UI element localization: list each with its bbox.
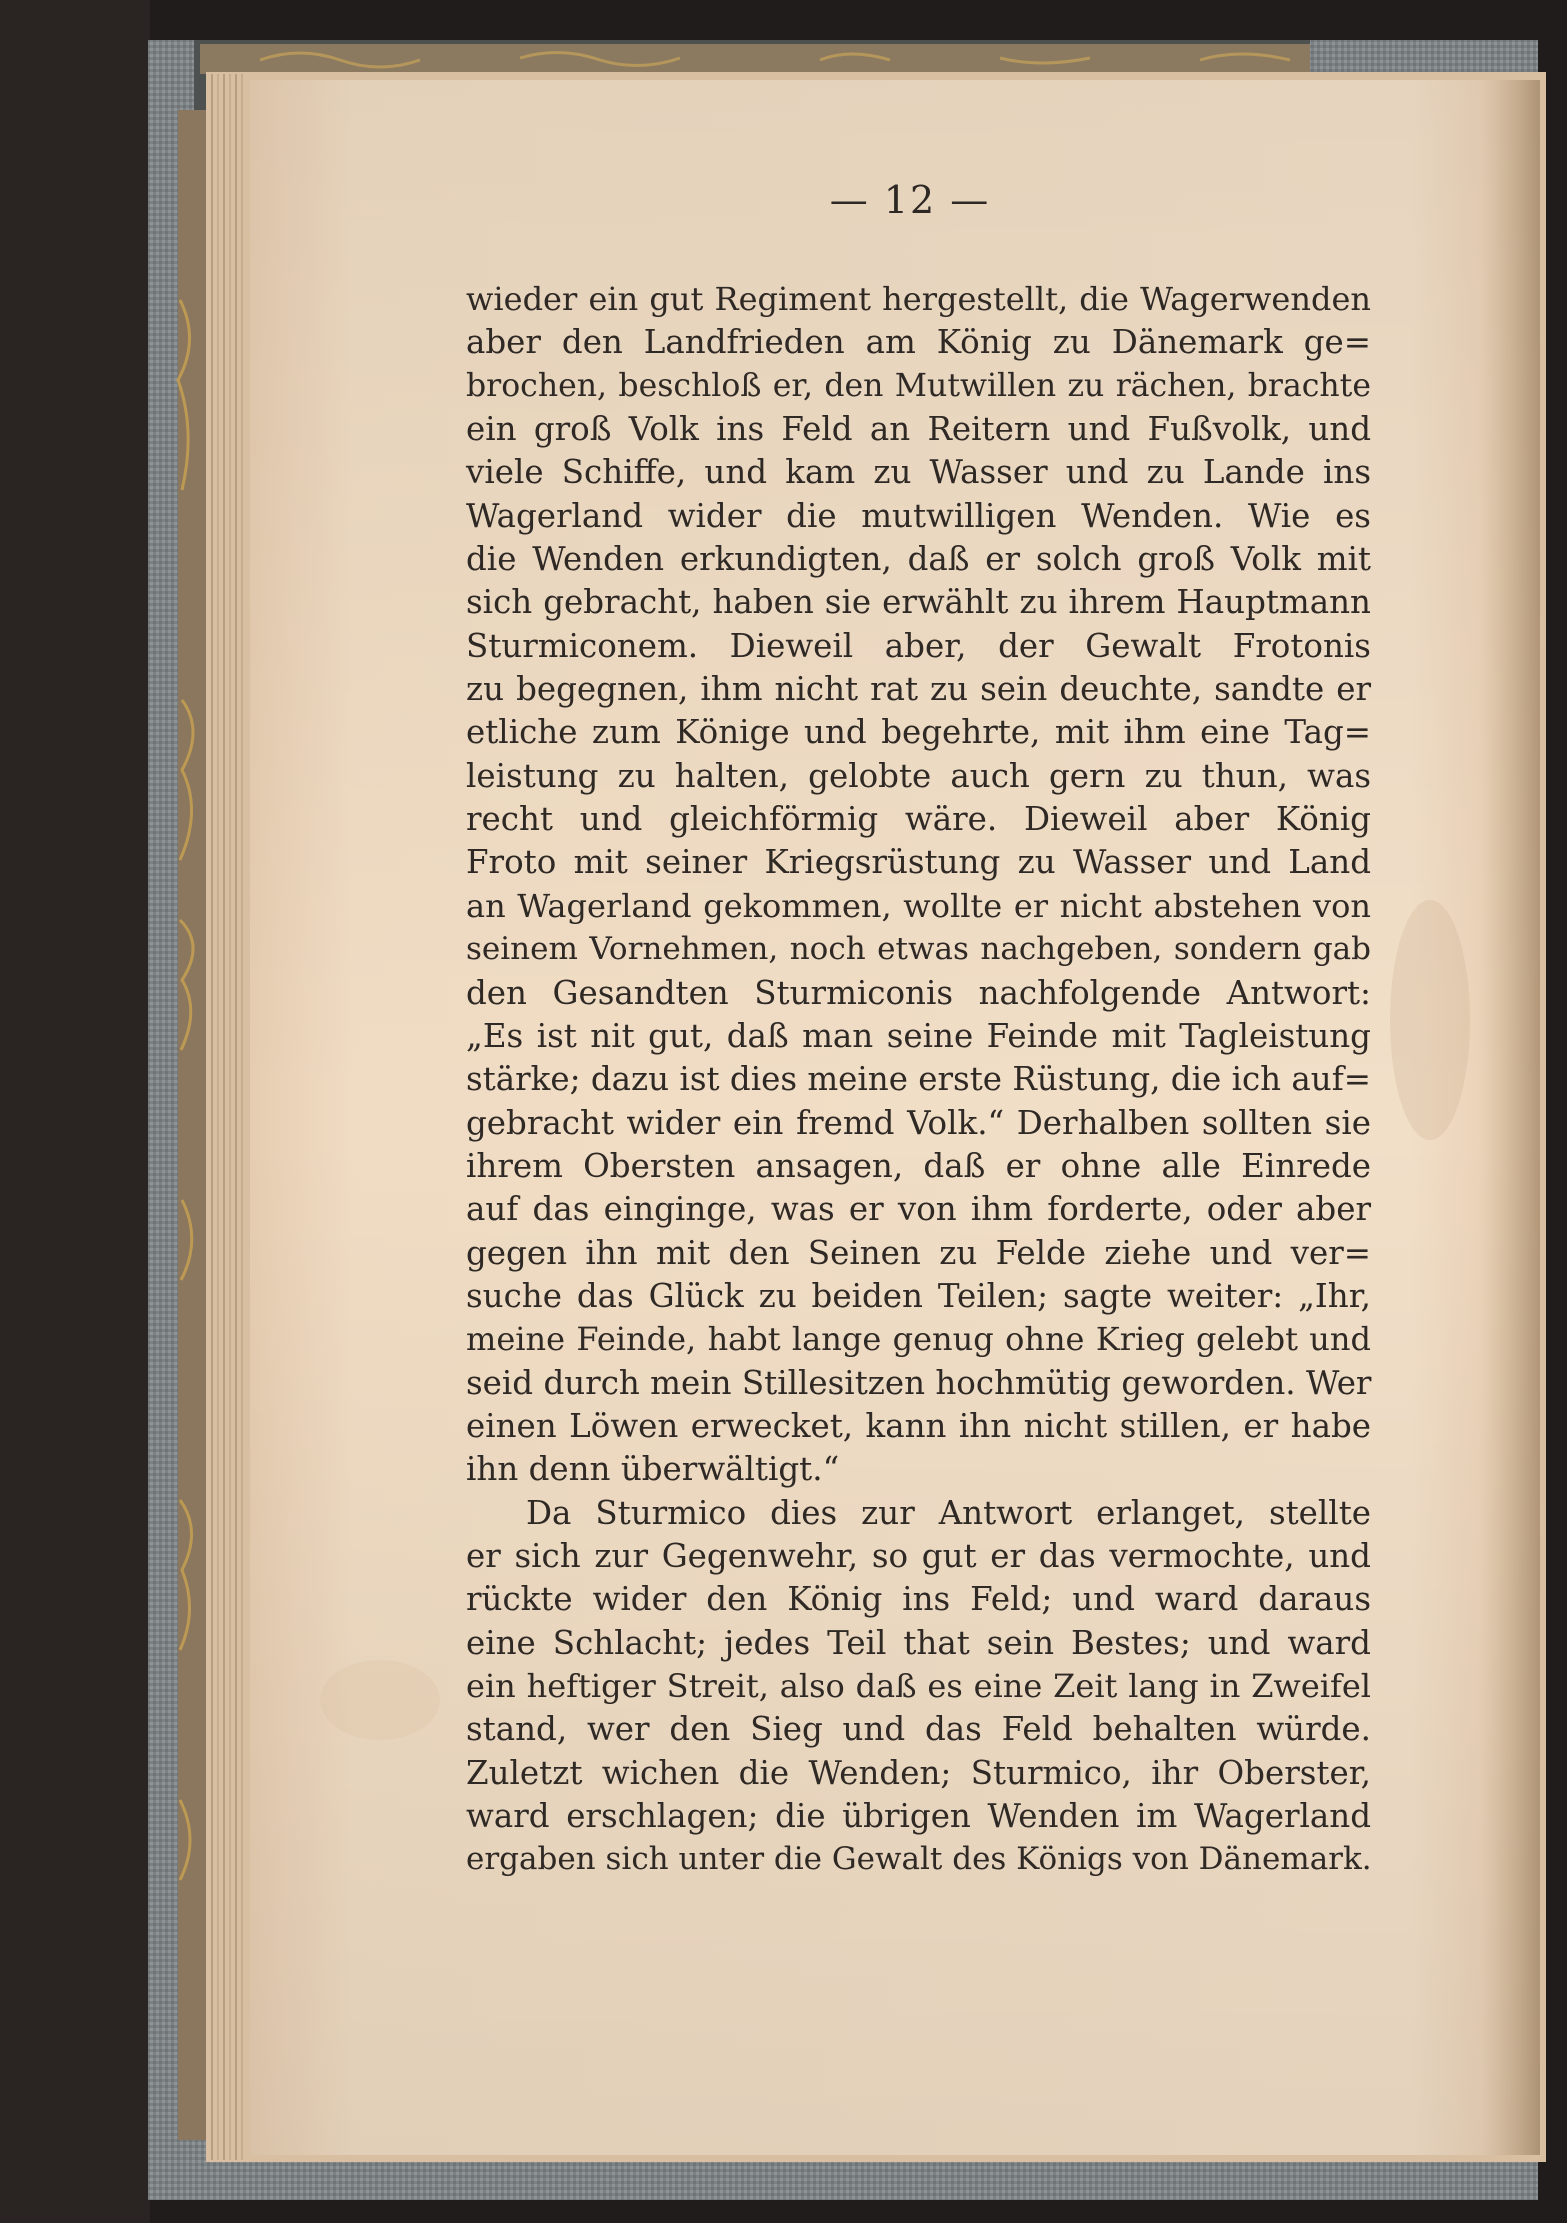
text-line: sich gebracht, haben sie erwählt zu ihrem Hauptmann <box>466 583 1371 622</box>
text-line: auf das einginge, was er von ihm forderte, oder aber <box>466 1190 1371 1229</box>
text-line: gebracht wider ein fremd Volk.“ Derhalben sollten sie <box>466 1103 1371 1142</box>
paragraph-2 <box>466 1492 1371 1882</box>
text-line: brochen, beschloß er, den Mutwillen zu rächen, brachte <box>466 367 1371 404</box>
text-line: aber den Landfrieden am König zu Dänemark ge= <box>466 323 1371 362</box>
text-line: gegen ihn mit den Seinen zu Felde ziehe und ver= <box>466 1233 1371 1272</box>
text-line: Wagerland wider die mutwilligen Wenden. Wie es <box>466 496 1371 535</box>
text-line: viele Schiffe, und kam zu Wasser und zu Lande ins <box>466 453 1371 492</box>
text-line: „Es ist nit gut, daß man seine Feinde mit Tagleistung <box>466 1016 1371 1055</box>
text-line: recht und gleichförmig wäre. Dieweil aber König <box>466 800 1371 839</box>
page-number: — 12 — <box>829 178 991 222</box>
text-line: meine Feinde, habt lange genug ohne Krieg gelebt und <box>466 1320 1371 1359</box>
text-line: Froto mit seiner Kriegsrüstung zu Wasser und Land <box>466 843 1371 882</box>
text-line: ihn denn überwältigt.“ <box>466 1450 840 1489</box>
text-line: rückte wider den König ins Feld; und ward daraus <box>466 1580 1371 1619</box>
body-text <box>466 278 1371 1882</box>
text-line: suche das Glück zu beiden Teilen; sagte weiter: „Ihr, <box>466 1276 1371 1315</box>
text-line: Sturmiconem. Dieweil aber, der Gewalt Frotonis <box>466 626 1371 665</box>
paragraph-1 <box>466 278 1371 1492</box>
text-line: ward erschlagen; die übrigen Wenden im Wagerland <box>466 1797 1371 1836</box>
text-line: ein heftiger Streit, also daß es eine Zeit lang in Zweifel <box>466 1667 1371 1705</box>
text-line: den Gesandten Sturmiconis nachfolgende Antwort: <box>466 973 1371 1012</box>
text-line: ergaben sich unter die Gewalt des Königs von Dänemark. <box>466 1841 1372 1878</box>
text-line: die Wenden erkundigten, daß er solch groß Volk mit <box>466 540 1371 579</box>
text-line: ein groß Volk ins Feld an Reitern und Fußvolk, und <box>466 410 1371 449</box>
text-line: eine Schlacht; jedes Teil that sein Bestes; und ward <box>466 1623 1371 1662</box>
text-line: etliche zum Könige und begehrte, mit ihm eine Tag= <box>466 713 1371 752</box>
text-line: zu begegnen, ihm nicht rat zu sein deuchte, sandte er <box>466 670 1371 709</box>
text-line: seinem Vornehmen, noch etwas nachgeben, sondern gab <box>466 931 1371 968</box>
text-line: einen Löwen erwecket, kann ihn nicht stillen, er habe <box>466 1406 1371 1445</box>
text-line: ihrem Obersten ansagen, daß er ohne alle Einrede <box>466 1146 1371 1185</box>
text-line: Da Sturmico dies zur Antwort erlanget, stellte <box>526 1493 1371 1532</box>
text-line: er sich zur Gegenwehr, so gut er das vermochte, und <box>466 1536 1371 1575</box>
text-line: Zuletzt wichen die Wenden; Sturmico, ihr Oberster, <box>466 1753 1371 1792</box>
text-line: an Wagerland gekommen, wollte er nicht abstehen von <box>466 886 1371 925</box>
text-line: seid durch mein Stillesitzen hochmütig geworden. Wer <box>466 1363 1372 1402</box>
text-line: wieder ein gut Regiment hergestellt, die Wagerwenden <box>466 280 1371 318</box>
text-line: leistung zu halten, gelobte auch gern zu thun, was <box>466 756 1371 795</box>
text-line: stand, wer den Sieg und das Feld behalten würde. <box>466 1710 1371 1749</box>
text-line: stärke; dazu ist dies meine erste Rüstung, die ich auf= <box>466 1060 1372 1099</box>
